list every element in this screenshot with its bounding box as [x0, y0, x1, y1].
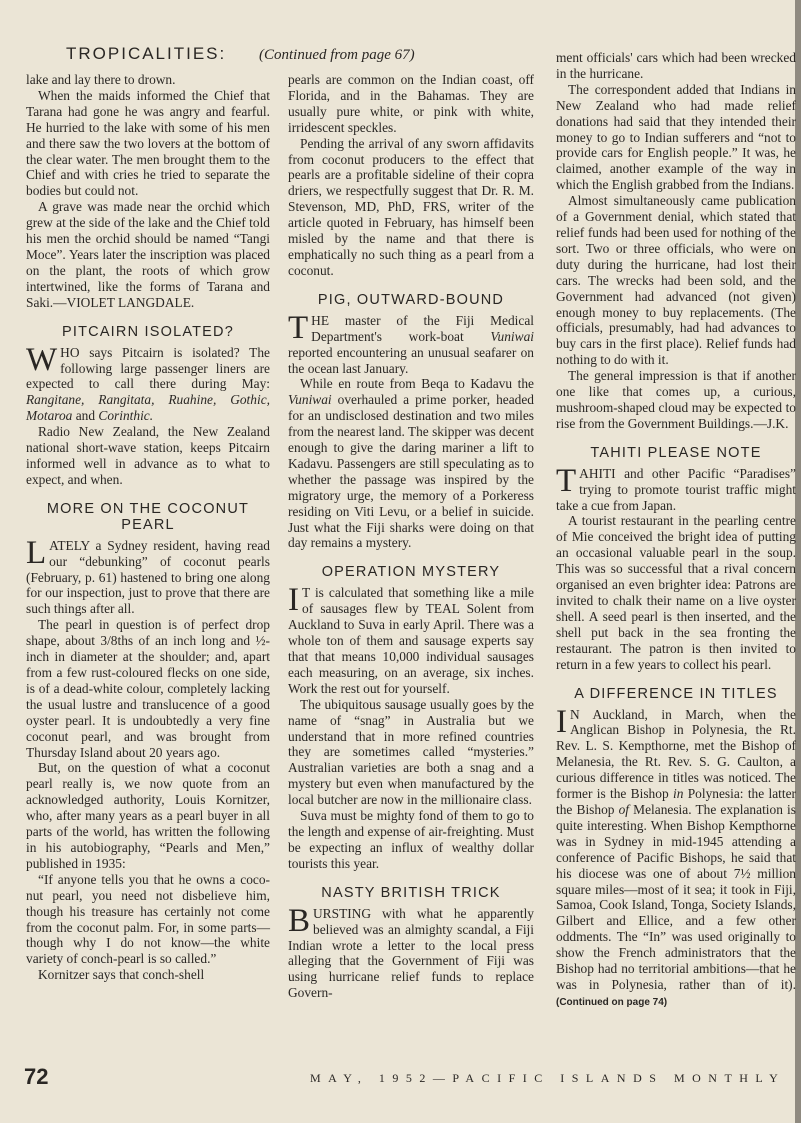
paragraph: Kornitzer says that conch-shell: [38, 967, 205, 983]
heading-pig: PIG, OUTWARD-BOUND: [317, 291, 505, 308]
paragraph: TAHITI and other Pacific “Paradises” trying to promote tourist traffic might take a cue from Japan.: [556, 462, 796, 513]
paragraph: LATELY a Sydney resident, having read our “debunking” of coconut pearls (February, p. 61) hastened to bring one along for our inspection, just to prove that there are such things after all.: [26, 534, 270, 617]
magazine-issue-line: MAY, 1952—PACIFIC ISLANDS MONTHLY: [310, 1071, 786, 1085]
paragraph: Pending the arrival of any sworn affidavits from coconut producers to the effect that pearls are a profitable sideline of their copra driers, we respectfully suggest that Dr. R. M. Stevenson, MD, PhD, FRS, writer of the article quoted in February, has himself been misled by the name and that there is emphatically no such thing as a pearl from a coconut.: [288, 135, 534, 278]
paragraph: Radio New Zealand, the New Zealand national short-wave station, keeps Pitcairn informed well in advance as to what to expect, and when.: [26, 424, 270, 487]
paragraph: lake and lay there to drown.: [26, 72, 176, 87]
column-2: [288, 72, 534, 1001]
paragraph: While en route from Beqa to Kadavu the Vuniwai overhauled a prime porker, headed for an undisclosed destination and two miles from the nearest land. The skipper was decent enough to give the daring mariner a lift to Kadavu. Passengers are still speculating as to whether the passage was inspired by the migratory urge, the memory of a Porkeress residing on Viti Levu, or a belief in suicide. Just what the Fiji sharks were doing on that day remains a mystery.: [288, 376, 534, 551]
paragraph: Almost simultaneously came publication of a Government denial, which stated that relief funds had been used for nothing of the sort. Two or three officials, who were on duty during the hurricane, had lost their cars. The wrecks had been sold, and the Government had advanced (not given) enough money to buy replacements. (The officials, presumably, had had advances to buy cars in the first place). Relief funds had nothing to do with it.: [556, 193, 796, 368]
paragraph: WHO says Pitcairn is isolated? The following large passenger liners are expected to call there during May: Rangitane, Rangitata, Ruahine, Gothic, Motaroa and Corinthic.: [26, 341, 270, 424]
page-number: 72: [24, 1064, 49, 1089]
heading-operation: OPERATION MYSTERY: [321, 564, 501, 581]
section-title: TROPICALITIES:: [66, 44, 227, 63]
heading-coconut: MORE ON THE COCONUT PEARL: [46, 500, 250, 533]
paragraph: BURSTING with what he apparently believed was an almighty scandal, a Fiji Indian wrote a letter to the local press alleging that the Government of Fiji was using hurricane relief funds to replace Govern-: [288, 902, 534, 1001]
paragraph: A tourist restaurant in the pearling centre of Mie conceived the bright idea of putting an occasional valuable pearl in the soup. This was so successful that a rival concern organised an even brighter idea: Patrons are invited to chalk their name on a live oyster shell. A seed pearl is then inserted, and the shell put back in the sea fronting the restaurant. The patron is then invited to return in a few years to collect his pearl.: [556, 513, 796, 672]
paragraph: When the maids informed the Chief that Tarana had gone he was angry and fearful. He hurried to the lake with some of his men and there saw the two lovers at the bottom of the clear water. The men brought them to the Chief and with cries he tried to separate the bodies but could not.: [26, 87, 270, 199]
paragraph: ment officials' cars which had been wrecked in the hurricane.: [556, 50, 796, 81]
heading-nasty: NASTY BRITISH TRICK: [321, 884, 501, 901]
paragraph: IN Auckland, in March, when the Anglican Bishop in Polynesia, the Rt. Rev. L. S. Kempthorne, met the Bishop of Melanesia, the Rt. Rev. S. G. Caulton, a curious difference in titles was noticed. The former is the Bishop in Polynesia: the latter the Bishop of Melanesia. The explanation is quite interesting. When Bishop Kempthorne was in Sydney in mid-1945 attending a conference of Pacific Bishops, he said that his diocese was one of about 7½ million square miles—most of it sea; it took in Fiji, Samoa, Cook Island, Tonga, Society Islands, Gilbert and Ellice, and a few other oddments. The “In” was used originally to show the French administrators that the Bishop had no territorial ambitions—that he was in Polynesia, rather than of it). (Continued on page 74): [556, 703, 797, 1008]
heading-tahiti: TAHITI PLEASE NOTE: [590, 444, 762, 461]
paragraph: IT is calculated that something like a mile of sausages flew by TEAL Solent from Auckland to Suva in early April. There was a whole ton of them and sausage experts say that that means 10,000 individual sausages each measuring, on an average, six inches. Work the rest out for yourself.: [288, 582, 534, 696]
paragraph: “If anyone tells you that he owns a coco-nut pearl, you need not disbelieve him, though his treasure has certainly not come from the coconut palm. For, in some parts—though why I do not know—the white variety of conch-pearl is so called.”: [26, 871, 270, 967]
paragraph: But, on the question of what a coconut pearl really is, we now quote from an acknowledged authority, Louis Kornitzer, who, after many years as a pearl buyer in all parts of the world, has written the following in his autobiography, “Pearls and Men,” published in 1935:: [26, 760, 270, 871]
paragraph: The ubiquitous sausage usually goes by the name of “snag” in Australia but we understand that in more refined countries they are sometimes called “mysteries.” Australian varieties are both a snag and a mystery but even when manufactured by the local butcher are now in the millionaire class.: [288, 696, 534, 808]
column-3: [556, 50, 796, 1011]
page-footer: [24, 1064, 800, 1088]
paragraph: Suva must be mighty fond of them to go to the length and expense of air-freighting. Must be expecting an influx of wealthy dollar tourists this year.: [288, 808, 534, 871]
heading-difference: A DIFFERENCE IN TITLES: [574, 685, 778, 702]
heading-pitcairn: PITCAIRN ISOLATED?: [61, 323, 234, 340]
column-1: [26, 72, 270, 983]
paragraph: pearls are common on the Indian coast, off Florida, and in the Bahamas. They are usually pure white, or pink with white, irridescent speckles.: [288, 72, 534, 135]
paragraph: THE master of the Fiji Medical Department's work-boat Vuniwai reported encountering an unusual seafarer on the ocean last January.: [288, 309, 534, 376]
paragraph: The general impression is that if another one like that comes up, a curious, mushroom-shaped cloud may be expected to rise from the Government Buildings.—J.K.: [556, 368, 796, 431]
continued-on-note: (Continued on page 74): [556, 996, 668, 1008]
paragraph: The pearl in question is of perfect drop shape, about 3/8ths of an inch long and ½-inch in diameter at the shoulder; and, apart from a few rust-coloured flecks on one side, is of a dead-white colour, completely lacking the usual lustre and translucence of a good oyster pearl. It is undoubtedly a very fine coconut pearl, and was brought from Thursday Island about 20 years ago.: [26, 617, 270, 760]
paragraph: A grave was made near the orchid which grew at the side of the lake and the Chief told his men the orchid should be named “Tangi Moce”. Years later the inscription was placed on the plant, the roots of which grow intertwined, like the forms of Tarana and Saki.—VIOLET LANGDALE.: [26, 199, 270, 310]
paragraph: The correspondent added that Indians in New Zealand who had made relief donations had said that they intended their money to go to Indian sufferers and “not to provide cars for English people.” It was, he claimed, another example of the way in which the English grabbed from the Indians.: [556, 81, 796, 193]
continued-note: (Continued from page 67): [258, 47, 415, 63]
section-header: [66, 44, 415, 64]
